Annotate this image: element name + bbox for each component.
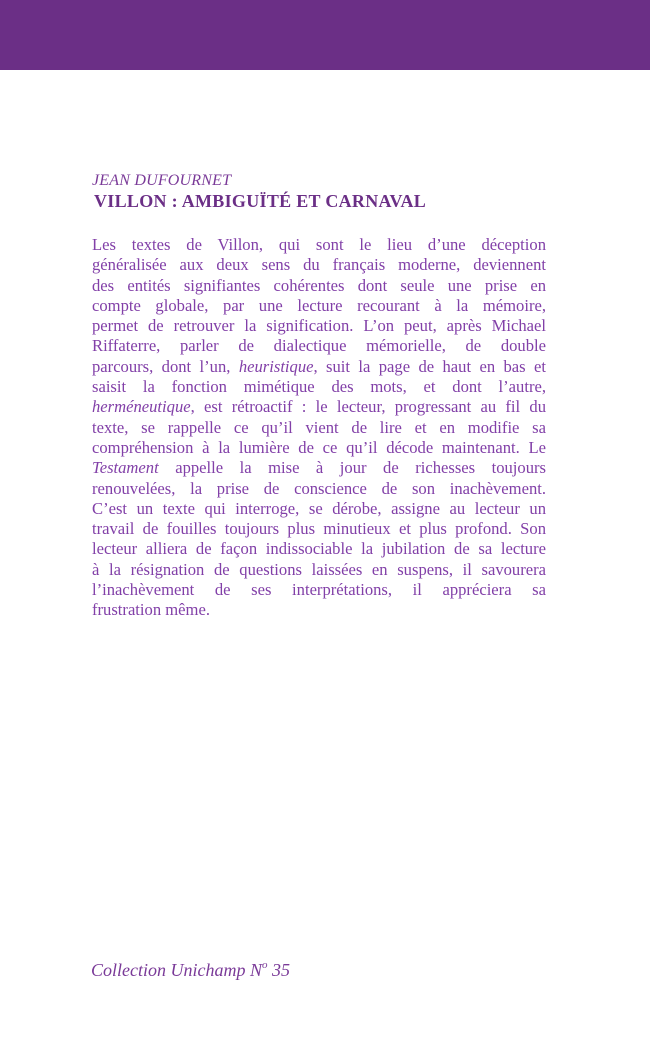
- blurb-line: [92, 316, 546, 336]
- line-text: , suit la page de haut en bas et: [313, 356, 546, 376]
- blurb-line: [92, 600, 546, 620]
- blurb-line: [92, 499, 546, 519]
- blurb-line: [92, 276, 546, 296]
- blurb-line: [92, 336, 546, 356]
- line-text: compréhension à la lumière de ce qu’il décode maintenant. Le: [92, 437, 546, 457]
- line-text: généralisée aux deux sens du français moderne, deviennent: [92, 255, 546, 275]
- line-text: travail de fouilles toujours plus minutieux et plus profond. Son: [92, 519, 546, 539]
- blurb-line: [92, 235, 546, 255]
- author-name: JEAN DUFOURNET: [92, 172, 232, 189]
- blurb-line: [92, 560, 546, 580]
- line-text: à la résignation de questions laissées en suspens, il savourera: [92, 559, 546, 579]
- line-text: l’inachèvement de ses interprétations, il appréciera sa: [92, 580, 546, 600]
- line-text: permet de retrouver la signification. L’on peut, après Michael: [92, 316, 546, 336]
- line-text: lecteur alliera de façon indissociable la jubilation de sa lecture: [92, 539, 546, 559]
- blurb-line: [92, 418, 546, 438]
- italic-term: herméneutique: [92, 397, 191, 417]
- line-text: appelle la mise à jour de richesses toujours: [158, 458, 546, 478]
- line-text: texte, se rappelle ce qu’il vient de lire et en modifie sa: [92, 417, 546, 437]
- line-text: frustration même.: [92, 600, 210, 620]
- collection-prefix: Collection Unichamp N: [91, 960, 262, 980]
- line-text: Les textes de Villon, qui sont le lieu d’une déception: [92, 235, 546, 254]
- back-cover-blurb: [92, 235, 546, 621]
- blurb-line: [92, 438, 546, 458]
- book-title: VILLON : AMBIGUÏTÉ ET CARNAVAL: [94, 191, 427, 211]
- italic-term: heuristique: [238, 356, 314, 376]
- line-text: C’est un texte qui interroge, se dérobe, assigne au lecteur un: [92, 498, 546, 518]
- line-text: parcours, dont l’un,: [92, 356, 239, 376]
- blurb-line: [92, 296, 546, 316]
- line-text: compte globale, par une lecture recourant à la mémoire,: [92, 295, 546, 315]
- line-text: Riffaterre, parler de dialectique mémorielle, de double: [92, 336, 546, 356]
- blurb-line: [92, 397, 546, 417]
- blurb-line: [92, 539, 546, 559]
- line-text: renouvelées, la prise de conscience de son inachèvement.: [92, 478, 546, 498]
- line-text: , est rétroactif : le lecteur, progressant au fil du: [190, 397, 546, 417]
- collection-number: 35: [267, 960, 290, 980]
- blurb-line: [92, 580, 546, 600]
- top-color-band: [0, 0, 650, 70]
- collection-label: [91, 960, 290, 981]
- blurb-line: [92, 519, 546, 539]
- line-text: des entités signifiantes cohérentes dont seule une prise en: [92, 275, 546, 295]
- italic-term: Testament: [92, 458, 159, 478]
- blurb-line: [92, 479, 546, 499]
- blurb-line: [92, 377, 546, 397]
- blurb-line: [92, 255, 546, 275]
- collection-superscript: o: [261, 959, 268, 971]
- blurb-line: [92, 357, 546, 377]
- blurb-line: [92, 458, 546, 478]
- line-text: saisit la fonction mimétique des mots, et dont l’autre,: [92, 377, 546, 397]
